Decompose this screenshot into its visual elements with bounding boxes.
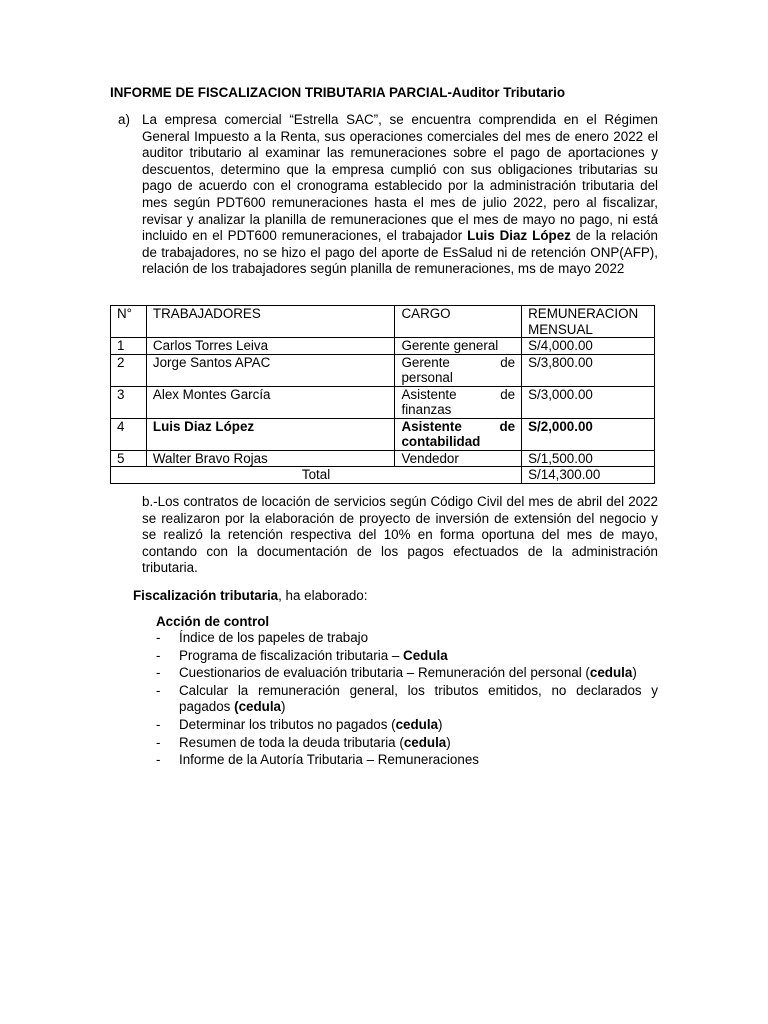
list-item — [156, 665, 658, 682]
action-text: Calcular la remuneración general, los tributos emitidos, no declarados y pagados — [179, 682, 658, 715]
header-n: N° — [111, 306, 147, 338]
table-row — [111, 450, 655, 467]
action-text: Programa de fiscalización tributaria – — [179, 647, 404, 663]
document-title: INFORME DE FISCALIZACION TRIBUTARIA PARCIAL-Auditor Tributario — [110, 85, 565, 100]
row-pay: S/2,000.00 — [522, 418, 655, 450]
row-pay: S/4,000.00 — [522, 338, 655, 355]
total-label: Total — [111, 467, 522, 484]
row-role: Vendedor — [395, 450, 522, 467]
action-suffix: ) — [446, 734, 451, 750]
dash-bullet-icon: - — [156, 734, 161, 750]
action-text: Cuestionarios de evaluación tributaria – Remuneración del personal ( — [179, 665, 590, 681]
row-role: Asistente de finanzas — [395, 386, 522, 418]
paragraph-a-highlight: Luis Diaz López — [467, 228, 571, 244]
row-number: 4 — [111, 418, 147, 450]
row-number: 5 — [111, 450, 147, 467]
table-row-highlighted — [111, 418, 655, 450]
dash-bullet-icon: - — [156, 716, 161, 732]
row-number: 2 — [111, 354, 147, 386]
row-name: Carlos Torres Leiva — [146, 338, 395, 355]
row-role: Gerente general — [395, 338, 522, 355]
list-item — [156, 648, 658, 665]
row-name: Alex Montes García — [146, 386, 395, 418]
table-row — [111, 386, 655, 418]
dash-bullet-icon: - — [156, 665, 161, 681]
paragraph-a-text — [142, 112, 658, 278]
fiscalizacion-line — [133, 588, 367, 603]
row-pay: S/3,000.00 — [522, 386, 655, 418]
dash-bullet-icon: - — [156, 752, 161, 768]
dash-bullet-icon: - — [156, 630, 161, 645]
action-bold: cedula — [403, 734, 447, 750]
paragraph-a-text-before: La empresa comercial “Estrella SAC”, se encuentra comprendida en el Régimen General Impuesto a la Renta, sus operaciones comerciales del mes de enero 2022 el auditor tributario al examinar las remuneraciones sobre el pago de aportaciones y descuentos, determino que la empresa cumplió con sus obligaciones tributarias su pago de acuerdo con el cronograma establecido por la administración tributaria del mes según PDT600 remuneraciones hasta el mes de julio 2022, pero al fiscalizar, revisar y analizar la planilla de remuneraciones que el mes de mayo no pago, ni está incluido en el PDT600 remuneraciones, el trabajador — [142, 112, 658, 244]
list-item — [156, 752, 658, 769]
list-item — [156, 630, 658, 647]
row-number: 3 — [111, 386, 147, 418]
action-text: Determinar los tributos no pagados ( — [179, 716, 396, 732]
paragraph-a-marker: a) — [118, 112, 130, 127]
action-text: Resumen de toda la deuda tributaria ( — [179, 734, 404, 750]
row-pay: S/1,500.00 — [522, 450, 655, 467]
list-item — [156, 735, 658, 752]
dash-bullet-icon: - — [156, 647, 161, 663]
table-row — [111, 354, 655, 386]
header-trabajadores: TRABAJADORES — [146, 306, 395, 338]
row-number: 1 — [111, 338, 147, 355]
row-role: Gerente de personal — [395, 354, 522, 386]
row-name: Luis Diaz López — [146, 418, 395, 450]
paragraph-a — [118, 112, 658, 278]
action-suffix: ) — [438, 716, 443, 732]
accion-de-control-heading: Acción de control — [156, 614, 270, 629]
action-bold: cedula — [395, 716, 439, 732]
fiscalizacion-bold: Fiscalización tributaria — [133, 588, 279, 603]
row-name: Walter Bravo Rojas — [146, 450, 395, 467]
action-suffix: ) — [281, 699, 286, 715]
table-total-row — [111, 467, 655, 484]
header-remuneracion: REMUNERACION MENSUAL — [522, 306, 655, 338]
paragraph-b: b.-Los contratos de locación de servicios según Código Civil del mes de abril del 2022 se realizaron por la elaboración de proyecto de inversión de extensión del negocio y se realizó la retención respectiva del 10% en forma oportuna del mes de mayo, contando con la documentación de los pagos efectuados de la administración tributaria. — [142, 494, 658, 576]
header-cargo: CARGO — [395, 306, 522, 338]
actions-list — [156, 630, 658, 770]
list-item — [156, 717, 658, 734]
total-value: S/14,300.00 — [522, 467, 655, 484]
fiscalizacion-rest: , ha elaborado: — [278, 588, 368, 603]
dash-bullet-icon: - — [156, 682, 161, 698]
row-name: Jorge Santos APAC — [146, 354, 395, 386]
list-item — [156, 683, 658, 716]
action-bold: cedula — [589, 665, 633, 681]
table-header-row — [111, 306, 655, 338]
action-suffix: ) — [632, 665, 637, 681]
row-pay: S/3,800.00 — [522, 354, 655, 386]
action-text: Índice de los papeles de trabajo — [179, 630, 369, 645]
action-bold: Cedula — [403, 647, 448, 663]
action-bold: (cedula — [234, 699, 281, 715]
paragraph-a-text-after: de la relación de trabajadores, no se hizo el pago del aporte de EsSalud ni de retención ONP(AFP), relación de los trabajadores según planilla de remuneraciones, ms de mayo 2022 — [142, 228, 658, 277]
workers-table — [110, 305, 655, 484]
table-row — [111, 338, 655, 355]
row-role: Asistente de contabilidad — [395, 418, 522, 450]
action-text: Informe de la Autoría Tributaria – Remuneraciones — [179, 752, 479, 768]
